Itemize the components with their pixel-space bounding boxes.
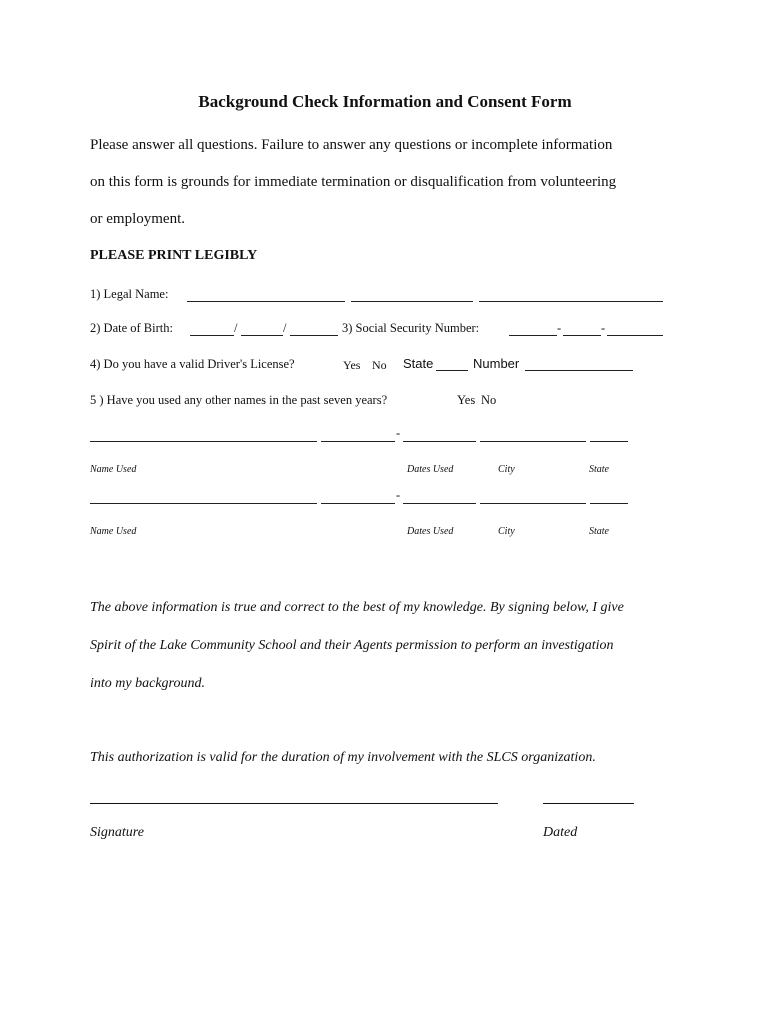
consent-line-3: into my background. [90, 676, 205, 691]
legal-name-first-field[interactable] [187, 301, 345, 302]
form-title: Background Check Information and Consent Form [198, 92, 572, 111]
license-number-label: Number [473, 356, 520, 371]
signature-label: Signature [90, 825, 144, 840]
city-label-1: City [498, 464, 515, 475]
ssn-separator-2: - [601, 321, 606, 335]
dob-separator-2: / [283, 321, 287, 335]
authorization-statement: This authorization is valid for the duration of my involvement with the SLCS organization. [90, 750, 596, 765]
dob-month-field[interactable] [190, 335, 234, 336]
name-used-field-1[interactable] [90, 441, 317, 442]
dates-used-to-field-2[interactable] [403, 503, 476, 504]
consent-line-1: The above information is true and correct to the best of my knowledge. By signing below, I give [90, 600, 624, 615]
state-field-1[interactable] [590, 441, 628, 442]
name-used-label-1: Name Used [90, 464, 137, 475]
consent-line-2: Spirit of the Lake Community School and their Agents permission to perform an investigation [90, 638, 614, 653]
state-label-1: State [589, 464, 609, 475]
ssn-label: 3) Social Security Number: [342, 321, 480, 335]
signature-field[interactable] [90, 803, 498, 804]
name-used-label-2: Name Used [90, 526, 137, 537]
dob-label: 2) Date of Birth: [90, 321, 173, 335]
city-field-1[interactable] [480, 441, 586, 442]
legal-name-label: 1) Legal Name: [90, 287, 169, 301]
license-state-label: State [403, 356, 434, 371]
legal-name-middle-field[interactable] [351, 301, 473, 302]
dates-used-label-1: Dates Used [407, 464, 454, 475]
intro-line-1: Please answer all questions. Failure to answer any questions or incomplete information [90, 137, 613, 153]
license-no-option[interactable]: No [372, 358, 387, 372]
city-label-2: City [498, 526, 515, 537]
state-field-2[interactable] [590, 503, 628, 504]
other-names-yes-option[interactable]: Yes [457, 393, 476, 407]
ssn-serial-field[interactable] [607, 335, 663, 336]
name-used-field-2[interactable] [90, 503, 317, 504]
ssn-area-field[interactable] [509, 335, 557, 336]
print-legibly-heading: PLEASE PRINT LEGIBLY [90, 248, 258, 263]
dates-used-from-field-1[interactable] [321, 441, 395, 442]
state-label-2: State [589, 526, 609, 537]
dob-year-field[interactable] [290, 335, 338, 336]
license-yes-option[interactable]: Yes [343, 358, 361, 372]
other-names-label: 5 ) Have you used any other names in the past seven years? [90, 393, 388, 407]
dates-used-label-2: Dates Used [407, 526, 454, 537]
ssn-group-field[interactable] [563, 335, 601, 336]
other-names-no-option[interactable]: No [481, 393, 497, 407]
dated-label: Dated [543, 825, 578, 840]
dated-field[interactable] [543, 803, 634, 804]
city-field-2[interactable] [480, 503, 586, 504]
drivers-license-label: 4) Do you have a valid Driver's License? [90, 357, 295, 371]
dob-separator-1: / [234, 321, 238, 335]
license-number-field[interactable] [525, 370, 633, 371]
ssn-separator-1: - [557, 321, 562, 335]
dob-day-field[interactable] [241, 335, 283, 336]
dates-used-to-field-1[interactable] [403, 441, 476, 442]
dates-separator-2: - [396, 488, 401, 502]
license-state-field[interactable] [436, 370, 468, 371]
dates-separator-1: - [396, 426, 401, 440]
intro-line-3: or employment. [90, 211, 185, 227]
intro-line-2: on this form is grounds for immediate termination or disqualification from volunteering [90, 174, 617, 190]
dates-used-from-field-2[interactable] [321, 503, 395, 504]
legal-name-last-field[interactable] [479, 301, 663, 302]
